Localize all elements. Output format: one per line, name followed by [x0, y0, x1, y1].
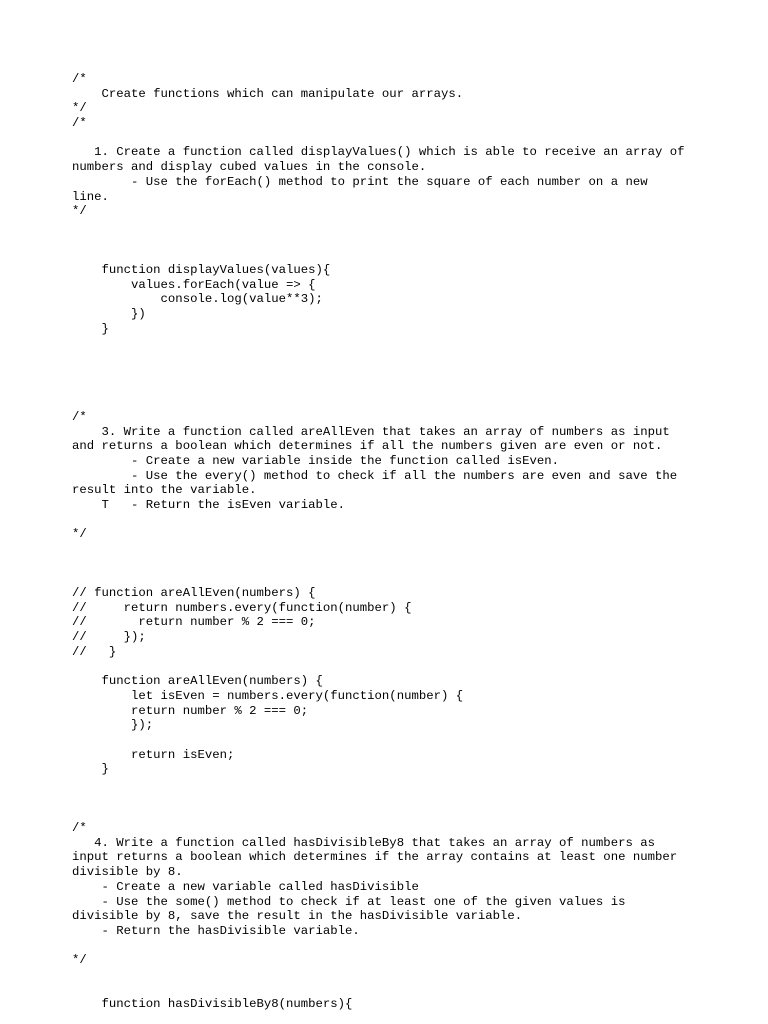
code-line: // function areAllEven(numbers) {	[72, 586, 316, 601]
code-line: /*	[72, 409, 87, 424]
code-line	[72, 248, 732, 263]
code-line	[72, 939, 732, 954]
code-line	[72, 351, 732, 366]
code-line: function displayValues(values){	[72, 262, 331, 277]
code-line: - Use the some() method to check if at least one of the given values is	[72, 894, 626, 909]
code-line	[72, 219, 732, 234]
code-line: T - Return the isEven variable.	[72, 497, 346, 512]
code-line: line.	[72, 189, 109, 204]
code-line: divisible by 8.	[72, 865, 183, 880]
code-line: return number % 2 === 0;	[72, 703, 309, 718]
code-line: 1. Create a function called displayValues() which is able to receive an array of	[72, 145, 685, 160]
code-line: - Use the forEach() method to print the square of each number on a new	[72, 174, 648, 189]
code-line: */	[72, 953, 87, 968]
code-line: /*	[72, 116, 87, 131]
code-line: return isEven;	[72, 747, 235, 762]
code-line: function hasDivisibleBy8(numbers){	[72, 997, 353, 1012]
code-line: 3. Write a function called areAllEven that takes an array of numbers as input	[72, 424, 670, 439]
code-line: - Use the every() method to check if all the numbers are even and save the	[72, 468, 678, 483]
code-line: result into the variable.	[72, 483, 257, 498]
code-line: numbers and display cubed values in the console.	[72, 160, 427, 175]
code-line: // return numbers.every(function(number) {	[72, 600, 412, 615]
code-line: */	[72, 204, 87, 219]
code-line	[72, 336, 732, 351]
code-line	[72, 806, 732, 821]
code-line	[72, 968, 732, 983]
document-page	[72, 72, 732, 1012]
code-line	[72, 542, 732, 557]
code-line	[72, 660, 732, 675]
code-body	[72, 72, 732, 1012]
code-line	[72, 557, 732, 572]
code-line	[72, 777, 732, 792]
code-line: })	[72, 307, 146, 321]
code-line: - Return the hasDivisible variable.	[72, 923, 360, 938]
code-line: // }	[72, 644, 117, 659]
code-line	[72, 513, 732, 528]
code-line: */	[72, 101, 87, 116]
code-line	[72, 366, 732, 381]
code-line: and returns a boolean which determines if all the numbers given are even or not.	[72, 439, 663, 454]
code-line: }	[72, 321, 109, 336]
code-line	[72, 380, 732, 395]
code-line: - Create a new variable inside the function called isEven.	[72, 453, 560, 468]
code-line	[72, 395, 732, 410]
code-line: });	[72, 718, 154, 733]
code-line: let isEven = numbers.every(function(number) {	[72, 688, 464, 703]
code-line: function areAllEven(numbers) {	[72, 674, 323, 689]
code-line: */	[72, 527, 87, 542]
code-line	[72, 733, 732, 748]
code-line: values.forEach(value => {	[72, 277, 316, 292]
code-line: // });	[72, 630, 146, 645]
code-line	[72, 983, 732, 998]
code-line: input returns a boolean which determines if the array contains at least one number	[72, 850, 678, 865]
code-line: // return number % 2 === 0;	[72, 615, 316, 630]
code-line	[72, 234, 732, 249]
code-line: /*	[72, 821, 87, 836]
code-line: Create functions which can manipulate our arrays.	[72, 86, 464, 101]
code-line	[72, 792, 732, 807]
code-line: 4. Write a function called hasDivisibleBy8 that takes an array of numbers as	[72, 835, 655, 850]
code-line: divisible by 8, save the result in the hasDivisible variable.	[72, 909, 523, 924]
code-line: /*	[72, 72, 87, 86]
code-line	[72, 571, 732, 586]
code-line: }	[72, 762, 109, 777]
code-line: console.log(value**3);	[72, 292, 323, 307]
code-line	[72, 131, 732, 146]
code-line: - Create a new variable called hasDivisible	[72, 879, 419, 894]
